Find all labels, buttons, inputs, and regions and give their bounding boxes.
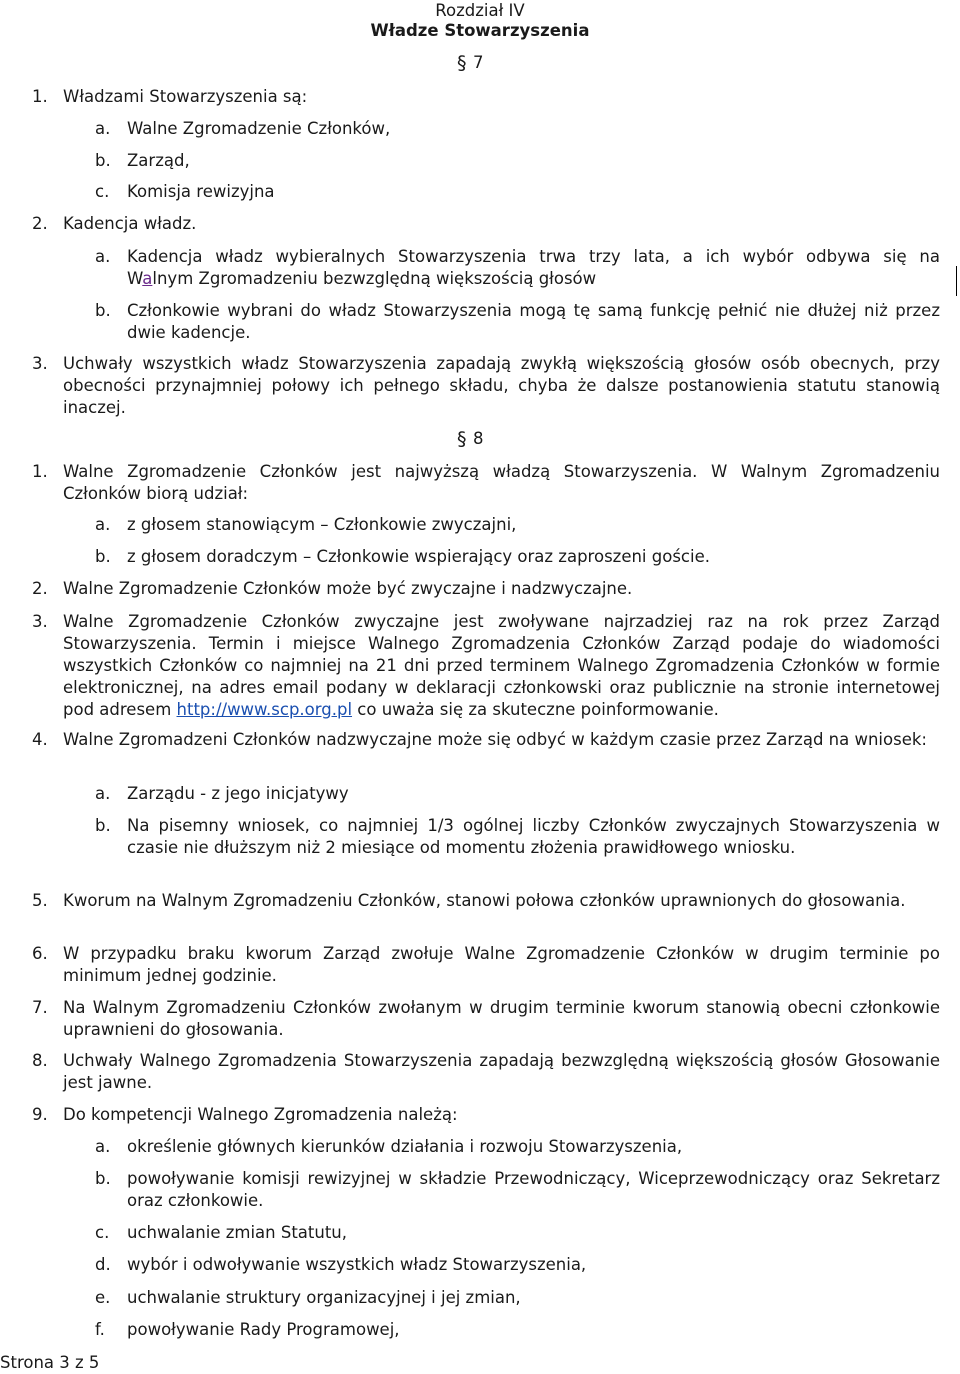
subitem-label: b. <box>95 1169 111 1188</box>
item-text: Do kompetencji Walnego Zgromadzenia należą: <box>63 1105 458 1124</box>
item-text: Na Walnym Zgromadzeniu Członków zwołanym w drugim terminie kworum stanowią obecni członkowie uprawnieni do głosowania. <box>63 998 940 1039</box>
item-text: Walne Zgromadzenie Członków może być zwyczajne i nadzwyczajne. <box>63 579 633 598</box>
subitem-label: a. <box>95 119 111 138</box>
subitem-label: a. <box>95 515 111 534</box>
subitem-text: Członkowie wybrani do władz Stowarzyszenia mogą tę samą funkcję pełnić nie dłużej niż przez dwie kadencje. <box>127 301 940 342</box>
subitem-text: wybór i odwoływanie wszystkich władz Stowarzyszenia, <box>127 1255 587 1274</box>
item-text: Walne Zgromadzeni Członków nadzwyczajne może się odbyć w każdym czasie przez Zarząd na wniosek: <box>63 730 927 749</box>
revision-bar <box>956 266 957 296</box>
item-number: 3. <box>32 612 48 631</box>
subitem-text: uchwalanie struktury organizacyjnej i jej zmian, <box>127 1288 521 1307</box>
subitem-label: f. <box>95 1320 105 1339</box>
item-number: 2. <box>32 579 48 598</box>
subitem-label: c. <box>95 1223 110 1242</box>
subitem-text: powoływanie komisji rewizyjnej w składzie Przewodniczący, Wiceprzewodniczący oraz Sekretarz oraz członkowie. <box>127 1169 940 1210</box>
item-number: 4. <box>32 730 48 749</box>
subitem-label: b. <box>95 547 111 566</box>
item-text: Uchwały Walnego Zgromadzenia Stowarzyszenia zapadają bezwzględną większością głosów Głosowanie jest jawne. <box>63 1051 940 1092</box>
item-number: 1. <box>32 462 48 481</box>
item-number: 8. <box>32 1051 48 1070</box>
section-number-8: 8 <box>473 429 484 448</box>
subitem-text: z głosem stanowiącym – Członkowie zwyczajni, <box>127 515 517 534</box>
subitem-text: Na pisemny wniosek, co najmniej 1/3 ogólnej liczby Członków zwyczajnych Stowarzyszenia w czasie nie dłuższym niż 2 miesiące od momentu złożenia prawidłowego wniosku. <box>127 816 940 857</box>
section-symbol-8: § <box>457 428 467 450</box>
page-number-footer: Strona 3 z 5 <box>0 1353 100 1372</box>
item-number: 1. <box>32 87 48 106</box>
subitem-text: określenie głównych kierunków działania i rozwoju Stowarzyszenia, <box>127 1137 683 1156</box>
item-number: 5. <box>32 891 48 910</box>
subitem-text: uchwalanie zmian Statutu, <box>127 1223 348 1242</box>
subitem-text: Kadencja władz wybieralnych Stowarzyszenia trwa trzy lata, a ich wybór odbywa się na <box>127 247 940 266</box>
item-number: 9. <box>32 1105 48 1124</box>
subitem-label: c. <box>95 182 110 201</box>
subitem-label: b. <box>95 816 111 835</box>
subitem-label: e. <box>95 1288 111 1307</box>
subitem-text: Walne Zgromadzenie Członków, <box>127 119 391 138</box>
item-number: 6. <box>32 944 48 963</box>
subitem-text: Komisja rewizyjna <box>127 182 275 201</box>
subitem-label: a. <box>95 247 111 266</box>
subitem-label: d. <box>95 1255 111 1274</box>
subitem-text: z głosem doradczym – Członkowie wspierający oraz zaproszeni goście. <box>127 547 710 566</box>
item-number: 2. <box>32 214 48 233</box>
item-text: Kadencja władz. <box>63 214 197 233</box>
item-text: Uchwały wszystkich władz Stowarzyszenia zapadają zwykłą większością głosów osób obecnych, przy obecności przynajmniej połowy ich pełnego składu, chyba że dalsze postanowienia statutu stanowią inaczej. <box>63 354 940 417</box>
item-text: Walne Zgromadzenie Członków jest najwyższą władzą Stowarzyszenia. W Walnym Zgromadzeniu Członków biorą udział: <box>63 462 940 503</box>
chapter-title: Władze Stowarzyszenia <box>370 21 590 40</box>
subitem-text: Zarządu - z jego inicjatywy <box>127 784 349 803</box>
website-link[interactable]: http://www.scp.org.pl <box>176 700 353 719</box>
item-text: W przypadku braku kworum Zarząd zwołuje Walne Zgromadzenie Członków w drugim terminie po minimum jednej godzinie. <box>63 944 940 985</box>
subitem-text: Zarząd, <box>127 151 190 170</box>
subitem-label: a. <box>95 784 111 803</box>
section-symbol-7: § <box>457 52 467 74</box>
item-text: Walne Zgromadzenie Członków zwyczajne jest zwoływane najrzadziej raz na rok przez Zarząd Stowarzyszenia. Termin i miejsce Walnego Zgromadzenia Członków Zarząd podaje do wiadomości wszystkich Członków co najmniej na 21 dni przed terminem Walnego Zgromadzenia Członków w formie elektronicznej, na adres email podany w deklaracji członkowski oraz publicznie na stronie internetowej pod adresem http://www.scp.org.pl co uważa się za skuteczne poinformowanie. <box>63 612 940 719</box>
subitem-label: a. <box>95 1137 111 1156</box>
chapter-number: Rozdział IV <box>435 1 525 20</box>
item-number: 7. <box>32 998 48 1017</box>
subitem-label: b. <box>95 301 111 320</box>
item-text: Władzami Stowarzyszenia są: <box>63 87 308 106</box>
section-number-7: 7 <box>473 53 484 72</box>
subitem-label: b. <box>95 151 111 170</box>
subitem-text-line2: Walnym Zgromadzeniu bezwzględną większością głosów <box>127 269 597 288</box>
subitem-text: powoływanie Rady Programowej, <box>127 1320 400 1339</box>
item-text: Kworum na Walnym Zgromadzeniu Członków, stanowi połowa członków uprawnionych do głosowania. <box>63 891 906 910</box>
item-number: 3. <box>32 354 48 373</box>
